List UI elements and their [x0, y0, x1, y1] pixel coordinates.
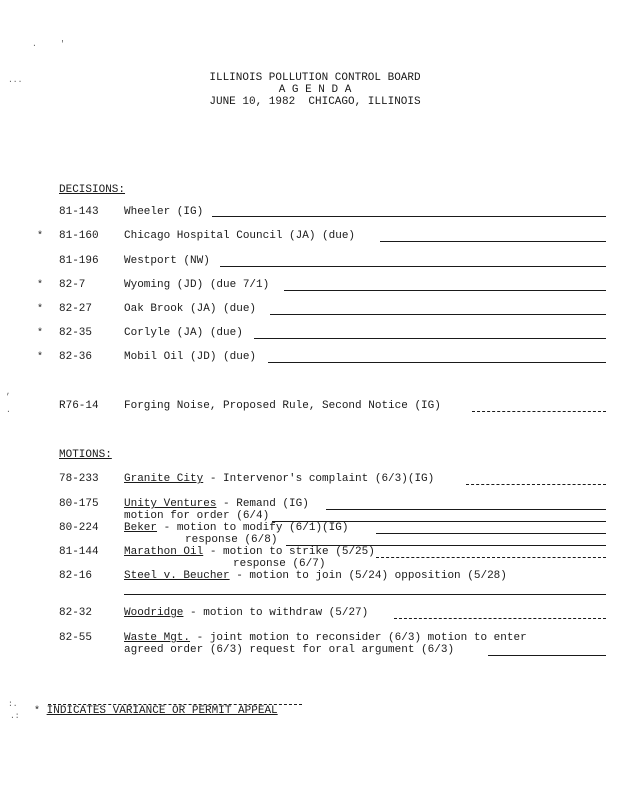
- docket-number: 82-16: [59, 570, 93, 582]
- footnote: [34, 705, 278, 718]
- motion-description: - motion to withdraw (5/27): [183, 607, 369, 619]
- case-title: Westport (NW): [124, 255, 210, 267]
- case-title: Oak Brook (JA) (due): [124, 303, 257, 315]
- fill-line: [284, 290, 606, 291]
- fill-line: [394, 618, 606, 619]
- docket-number: 81-160: [59, 230, 99, 242]
- scan-speck: .: [6, 406, 11, 415]
- case-title: Wyoming (JD) (due 7/1): [124, 279, 270, 291]
- fill-line: [326, 509, 606, 510]
- motion-description: - joint motion to reconsider (6/3) motion to enter: [190, 632, 527, 644]
- motion-text: [124, 522, 348, 534]
- agenda-title-agenda: A G E N D A: [278, 84, 352, 96]
- fill-line: [466, 484, 606, 485]
- motion-text: [124, 473, 434, 485]
- scan-speck: .:: [10, 712, 20, 721]
- decisions-heading: DECISIONS:: [59, 184, 126, 196]
- variance-asterisk: *: [37, 352, 44, 363]
- case-title: Corlyle (JA) (due): [124, 327, 243, 339]
- motion-description: - motion to join (5/24) opposition (5/28): [229, 570, 507, 582]
- party-name: Waste Mgt.: [124, 632, 191, 644]
- docket-number: 81-143: [59, 206, 99, 218]
- agenda-title-board: ILLINOIS POLLUTION CONTROL BOARD: [209, 72, 421, 84]
- party-name: Marathon Oil: [124, 546, 204, 558]
- docket-number: 80-224: [59, 522, 99, 534]
- footnote-text: INDICATES VARIANCE OR PERMIT APPEAL: [46, 705, 278, 717]
- docket-number: 82-7: [59, 279, 86, 291]
- docket-number: 81-196: [59, 255, 99, 267]
- scan-speck: ': [60, 40, 65, 49]
- variance-asterisk: *: [37, 304, 44, 315]
- docket-number: 80-175: [59, 498, 99, 510]
- motion-text: [124, 632, 527, 644]
- party-name: Granite City: [124, 473, 204, 485]
- motion-row: [0, 546, 618, 572]
- motion-description: - motion to strike (5/25): [203, 546, 375, 558]
- fill-line: [212, 216, 606, 217]
- fill-line: [220, 266, 606, 267]
- motion-description: - motion to modify (6/1)(IG): [157, 522, 349, 534]
- docket-number: 82-55: [59, 632, 93, 644]
- motions-heading: MOTIONS:: [59, 449, 112, 461]
- decision-row: [0, 206, 618, 220]
- motion-description: - Intervenor's complaint (6/3)(IG): [203, 473, 435, 485]
- docket-number: 81-144: [59, 546, 99, 558]
- motion-continuation: agreed order (6/3) request for oral argument (6/3): [124, 644, 455, 656]
- scan-speck: .: [32, 40, 37, 49]
- fill-line: [268, 362, 606, 363]
- scan-speck: ,: [6, 388, 11, 397]
- motion-subline: motion for order (6/4): [124, 510, 270, 522]
- docket-number: 82-35: [59, 327, 93, 339]
- variance-asterisk: *: [37, 280, 44, 291]
- motion-row: [0, 570, 618, 584]
- case-title: Forging Noise, Proposed Rule, Second Notice (IG): [124, 400, 441, 412]
- docket-number: R76-14: [59, 400, 99, 412]
- variance-asterisk: *: [37, 231, 44, 242]
- party-name: Woodridge: [124, 607, 184, 619]
- docket-number: 78-233: [59, 473, 99, 485]
- motion-text: [124, 570, 507, 582]
- motion-text: [124, 546, 375, 558]
- variance-asterisk: *: [34, 706, 41, 717]
- agenda-title-date-location: JUNE 10, 1982 CHICAGO, ILLINOIS: [209, 96, 421, 108]
- motion-text: [124, 607, 368, 619]
- party-name: Beker: [124, 522, 158, 534]
- fill-line: [124, 594, 606, 595]
- fill-line: [254, 338, 606, 339]
- case-title: Wheeler (IG): [124, 206, 204, 218]
- scan-speck: ...: [8, 76, 23, 85]
- fill-line: [376, 557, 606, 558]
- docket-number: 82-36: [59, 351, 93, 363]
- case-title: Mobil Oil (JD) (due): [124, 351, 257, 363]
- motion-subline: response (6/8): [185, 534, 278, 546]
- motion-description: - Remand (IG): [216, 498, 309, 510]
- fill-line: [270, 314, 606, 315]
- motion-subline: response (6/7): [233, 558, 326, 570]
- fill-line: [376, 533, 606, 534]
- docket-number: 82-27: [59, 303, 93, 315]
- motion-text: [124, 498, 309, 510]
- docket-number: 82-32: [59, 607, 93, 619]
- variance-asterisk: *: [37, 328, 44, 339]
- scan-speck: :.: [8, 700, 18, 709]
- party-name: Unity Ventures: [124, 498, 217, 510]
- fill-line: [380, 241, 606, 242]
- fill-line: [472, 411, 606, 412]
- fill-line: [488, 655, 606, 656]
- case-title: Chicago Hospital Council (JA) (due): [124, 230, 356, 242]
- party-name: Steel v. Beucher: [124, 570, 230, 582]
